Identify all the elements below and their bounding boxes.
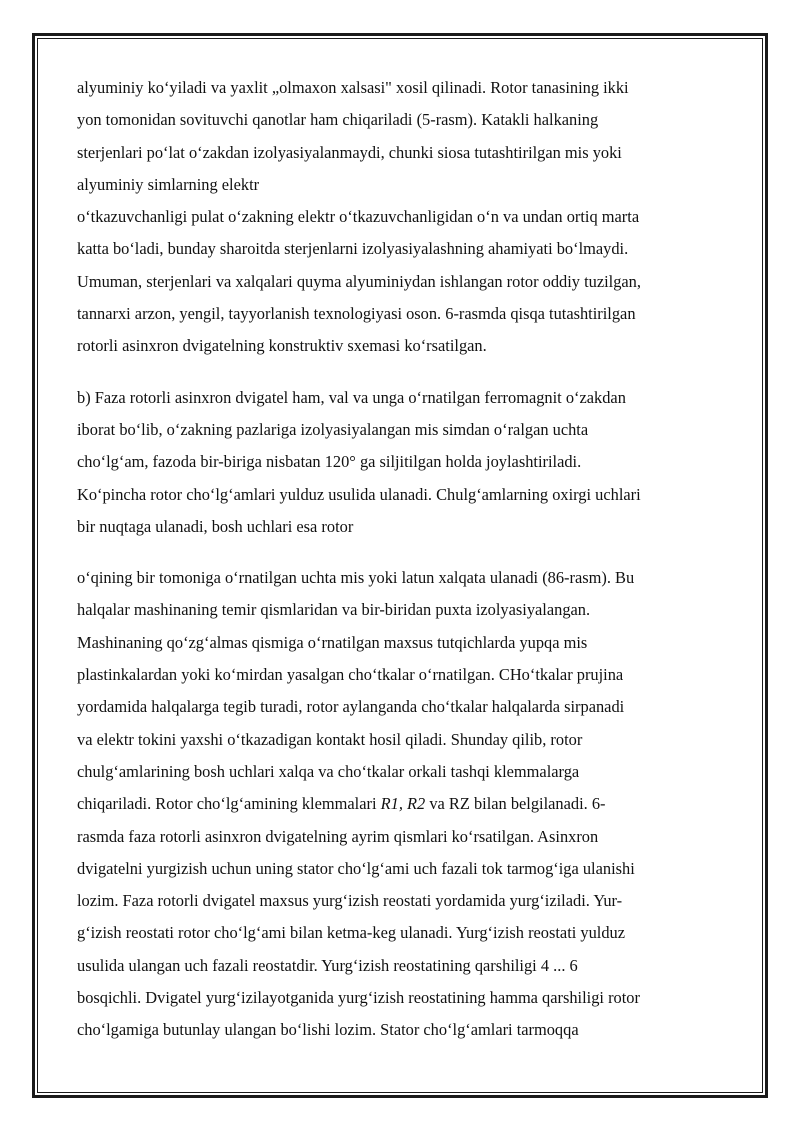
text-run: va RZ bilan belgilanadi. 6- [425, 794, 606, 814]
text-line: sterjenlari po‘lat o‘zakdan izolyasiyalanmaydi, chunki siosa tutashtirilgan mis yoki [77, 142, 622, 162]
text-line: chulg‘amlarining bosh uchlari xalqa va cho‘tkalar orkali tashqi klemmalarga [77, 761, 580, 781]
text-line: katta bo‘ladi, bunday sharoitda sterjenlarni izolyasiyalashning ahamiyati bo‘lmaydi. [77, 239, 629, 259]
text-line: Mashinaning qo‘zg‘almas qismiga o‘rnatilgan maxsus tutqichlarda yupqa mis [77, 632, 588, 652]
text-line: alyuminiy ko‘yiladi va yaxlit „olmaxon xalsasi" xosil qilinadi. Rotor tanasining ikki [77, 78, 629, 97]
text-line: usulida ulangan uch fazali reostatdir. Yurg‘izish reostatining qarshiligi 4 ... 6 [77, 955, 578, 975]
text-line: b) Faza rotorli asinxron dvigatel ham, val va unga o‘rnatilgan ferromagnit o‘zakdan [77, 387, 626, 407]
text-line: yon tomonidan sovituvchi qanotlar ham chiqariladi (5-rasm). Katakli halkaning [77, 110, 599, 130]
text-line: va elektr tokini yaxshi o‘tkazadigan kontakt hosil qiladi. Shunday qilib, rotor [77, 729, 583, 749]
text-line: cho‘lg‘am, fazoda bir-biriga nisbatan 120° ga siljitilgan holda joylashtiriladi. [77, 452, 582, 472]
text-line: Ko‘pincha rotor cho‘lg‘amlari yulduz usulida ulanadi. Chulg‘amlarning oxirgi uchlari [77, 484, 641, 504]
text-line: bir nuqtaga ulanadi, bosh uchlari esa rotor [77, 516, 354, 536]
italic-run: R1, R2 [380, 794, 426, 814]
text-line: Umuman, sterjenlari va xalqalari quyma alyuminiydan ishlangan rotor oddiy tuzilgan, [77, 271, 641, 291]
text-line: o‘qining bir tomoniga o‘rnatilgan uchta mis yoki latun xalqata ulanadi (86-rasm). Bu [77, 568, 635, 588]
text-line: lozim. Faza rotorli dvigatel maxsus yurg‘izish reostati yordamida yurg‘iziladi. Yur- [77, 891, 623, 911]
text-line: tannarxi arzon, yengil, tayyorlanish texnologiyasi oson. 6-rasmda qisqa tutashtirilgan [77, 304, 636, 324]
text-line: cho‘lgamiga butunlay ulangan bo‘lishi lozim. Stator cho‘lg‘amlari tarmoqqa [77, 1020, 579, 1040]
text-run: chiqariladi. Rotor cho‘lg‘amining klemmalari [77, 794, 381, 814]
document-body [77, 72, 727, 1047]
paragraph-1 [77, 72, 727, 363]
text-line: rasmda faza rotorli asinxron dvigatelning ayrim qismlari ko‘rsatilgan. Asinxron [77, 826, 599, 846]
text-line: halqalar mashinaning temir qismlaridan va bir-biridan puxta izolyasiyalangan. [77, 600, 591, 620]
paragraph-3 [77, 562, 727, 1046]
text-line: g‘izish reostati rotor cho‘lg‘ami bilan ketma-keg ulanadi. Yurg‘izish reostati yulduz [77, 923, 626, 943]
text-line: o‘tkazuvchanligi pulat o‘zakning elektr o‘tkazuvchanligidan o‘n va undan ortiq marta [77, 207, 640, 227]
text-line: iborat bo‘lib, o‘zakning pazlariga izolyasiyalangan mis simdan o‘ralgan uchta [77, 419, 589, 439]
text-line: bosqichli. Dvigatel yurg‘izilayotganida yurg‘izish reostatining hamma qarshiligi rotor [77, 988, 640, 1008]
text-line: dvigatelni yurgizish uchun uning stator cho‘lg‘ami uch fazali tok tarmog‘iga ulanishi [77, 858, 635, 878]
text-line: alyuminiy simlarning elektr [77, 174, 260, 194]
text-line-with-italic [77, 788, 727, 820]
text-line: plastinkalardan yoki ko‘mirdan yasalgan cho‘tkalar o‘rnatilgan. CHo‘tkalar prujina [77, 665, 624, 685]
text-line: rotorli asinxron dvigatelning konstruktiv sxemasi ko‘rsatilgan. [77, 336, 487, 356]
text-line: yordamida halqalarga tegib turadi, rotor aylanganda cho‘tkalar halqalarda sirpanadi [77, 697, 625, 717]
paragraph-2 [77, 382, 727, 543]
